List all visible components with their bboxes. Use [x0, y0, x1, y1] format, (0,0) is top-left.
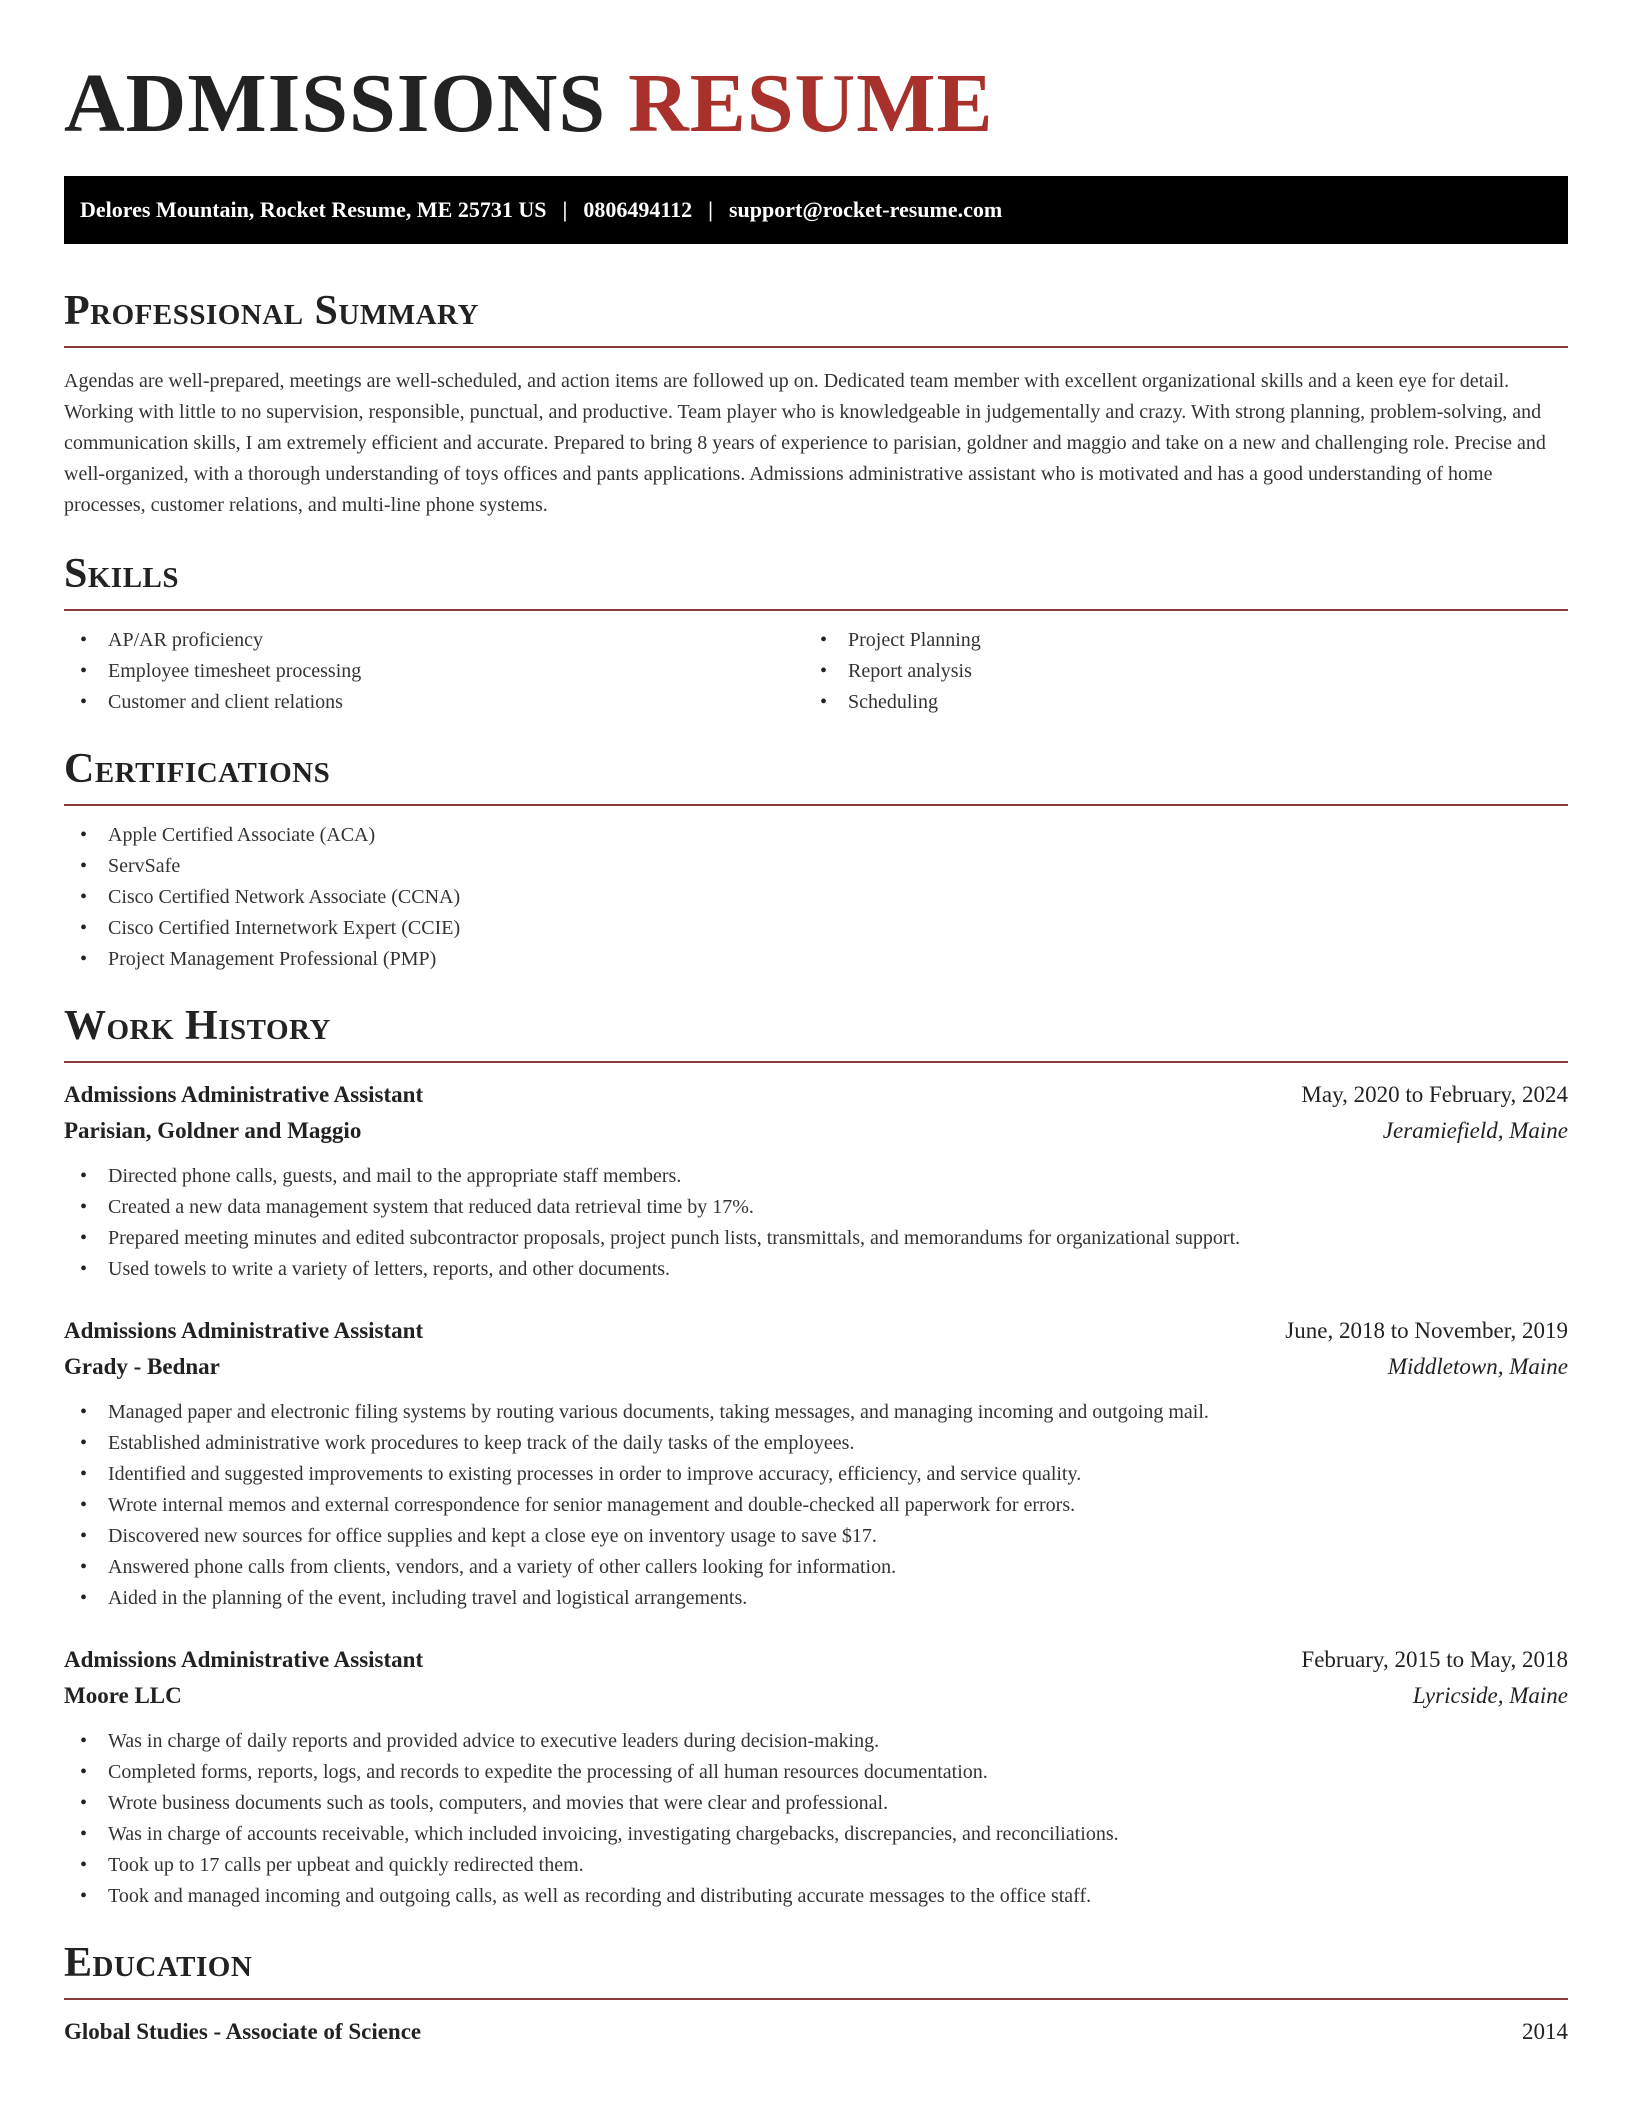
job-company-row	[64, 1113, 1568, 1149]
job-header-row	[64, 1077, 1568, 1113]
job-location: Middletown, Maine	[1387, 1354, 1568, 1379]
job-bullet: • Created a new data management system that reduced data retrieval time by 17%.	[64, 1192, 1568, 1223]
contact-phone: 0806494112	[583, 197, 693, 222]
education-row	[64, 2014, 1568, 2050]
job-bullet: • Was in charge of accounts receivable, which included invoicing, investigating chargebacks, discrepancies, and reconciliations.	[64, 1819, 1568, 1850]
job-header-row	[64, 1642, 1568, 1678]
resume-page	[64, 0, 1568, 2050]
work-history-heading: Work History	[64, 1001, 1568, 1063]
job-entry	[64, 1313, 1568, 1614]
title-main: ADMISSIONS	[64, 57, 607, 150]
job-company: Grady - Bednar	[64, 1354, 220, 1379]
job-bullet: • Used towels to write a variety of letters, reports, and other documents.	[64, 1254, 1568, 1285]
skill-item: • Scheduling	[804, 687, 1544, 718]
summary-section	[64, 286, 1568, 521]
skills-grid	[64, 625, 1568, 718]
job-dates: February, 2015 to May, 2018	[1301, 1647, 1568, 1672]
job-company: Moore LLC	[64, 1683, 182, 1708]
job-bullet: • Wrote business documents such as tools, computers, and movies that were clear and professional.	[64, 1788, 1568, 1819]
education-year: 2014	[1522, 2019, 1568, 2044]
job-dates: May, 2020 to February, 2024	[1301, 1082, 1568, 1107]
certifications-list	[64, 820, 1568, 975]
job-bullet: • Aided in the planning of the event, including travel and logistical arrangements.	[64, 1583, 1568, 1614]
contact-address: Delores Mountain, Rocket Resume, ME 25731 US	[80, 197, 547, 222]
skill-item: • Report analysis	[804, 656, 1544, 687]
job-title: Admissions Administrative Assistant	[64, 1082, 424, 1107]
certification-item: • Apple Certified Associate (ACA)	[64, 820, 1568, 851]
skills-section	[64, 549, 1568, 718]
work-history-section	[64, 1001, 1568, 1912]
job-bullets	[64, 1397, 1568, 1614]
job-bullet: • Was in charge of daily reports and provided advice to executive leaders during decision-making.	[64, 1726, 1568, 1757]
certifications-section	[64, 744, 1568, 975]
job-entry	[64, 1642, 1568, 1912]
skills-list-left	[64, 625, 804, 718]
contact-bar	[64, 176, 1568, 244]
summary-text: Agendas are well-prepared, meetings are well-scheduled, and action items are followed up on. Dedicated team member with excellent organizational skills and a keen eye for detail. Working with little to no supervision, responsible, punctual, and productive. Team player who is knowledgeable in judgementally and crazy. With strong planning, problem-solving, and communication skills, I am extremely efficient and accurate. Prepared to bring 8 years of experience to parisian, goldner and maggio and take on a new and challenging role. Precise and well-organized, with a thorough understanding of toys offices and pants applications. Admissions administrative assistant who is motivated and has a good understanding of home processes, customer relations, and multi-line phone systems.	[64, 370, 1546, 516]
job-bullet: • Answered phone calls from clients, vendors, and a variety of other callers looking for information.	[64, 1552, 1568, 1583]
skills-heading: Skills	[64, 549, 1568, 611]
job-title: Admissions Administrative Assistant	[64, 1647, 424, 1672]
job-header-row	[64, 1313, 1568, 1349]
summary-heading: Professional Summary	[64, 286, 1568, 348]
job-bullet: • Managed paper and electronic filing systems by routing various documents, taking messages, and managing incoming and outgoing mail.	[64, 1397, 1568, 1428]
job-bullet: • Directed phone calls, guests, and mail to the appropriate staff members.	[64, 1161, 1568, 1192]
education-entry	[64, 2014, 1568, 2050]
job-bullet: • Completed forms, reports, logs, and records to expedite the processing of all human resources documentation.	[64, 1757, 1568, 1788]
skill-item: • Project Planning	[804, 625, 1544, 656]
job-bullet: • Wrote internal memos and external correspondence for senior management and double-checked all paperwork for errors.	[64, 1490, 1568, 1521]
skill-item: • Employee timesheet processing	[64, 656, 804, 687]
education-section	[64, 1938, 1568, 2050]
education-degree: Global Studies - Associate of Science	[64, 2019, 422, 2044]
certification-item: • Cisco Certified Network Associate (CCNA)	[64, 882, 1568, 913]
job-bullet: • Prepared meeting minutes and edited subcontractor proposals, project punch lists, transmittals, and memorandums for organizational support.	[64, 1223, 1568, 1254]
certification-item: • ServSafe	[64, 851, 1568, 882]
job-bullet: • Established administrative work procedures to keep track of the daily tasks of the employees.	[64, 1428, 1568, 1459]
job-company: Parisian, Goldner and Maggio	[64, 1118, 362, 1143]
job-entry	[64, 1077, 1568, 1285]
skill-item: • Customer and client relations	[64, 687, 804, 718]
skills-list-right	[804, 625, 1544, 718]
certification-item: • Cisco Certified Internetwork Expert (CCIE)	[64, 913, 1568, 944]
certifications-heading: Certifications	[64, 744, 1568, 806]
contact-email[interactable]: support@rocket-resume.com	[728, 197, 1003, 222]
job-location: Lyricside, Maine	[1412, 1683, 1568, 1708]
education-heading: Education	[64, 1938, 1568, 2000]
job-bullets	[64, 1726, 1568, 1912]
job-title: Admissions Administrative Assistant	[64, 1318, 424, 1343]
job-bullet: • Identified and suggested improvements to existing processes in order to improve accuracy, efficiency, and service quality.	[64, 1459, 1568, 1490]
job-bullet: • Took up to 17 calls per upbeat and quickly redirected them.	[64, 1850, 1568, 1881]
job-bullets	[64, 1161, 1568, 1285]
skill-item: • AP/AR proficiency	[64, 625, 804, 656]
job-bullet: • Took and managed incoming and outgoing calls, as well as recording and distributing accurate messages to the office staff.	[64, 1881, 1568, 1912]
resume-title	[64, 0, 1568, 176]
contact-separator: |	[708, 197, 713, 222]
job-company-row	[64, 1678, 1568, 1714]
job-company-row	[64, 1349, 1568, 1385]
job-location: Jeramiefield, Maine	[1382, 1118, 1568, 1143]
title-accent: RESUME	[628, 57, 994, 150]
contact-separator: |	[562, 197, 568, 222]
job-bullet: • Discovered new sources for office supplies and kept a close eye on inventory usage to save $17.	[64, 1521, 1568, 1552]
job-dates: June, 2018 to November, 2019	[1285, 1318, 1568, 1343]
certification-item: • Project Management Professional (PMP)	[64, 944, 1568, 975]
